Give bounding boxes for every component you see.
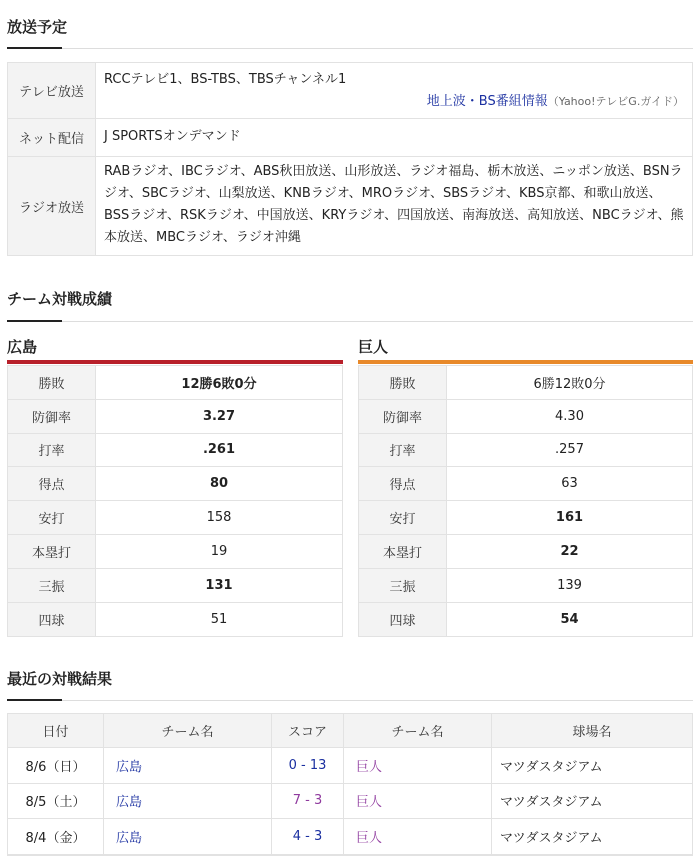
net-row [8, 119, 692, 157]
stat-value: 3.27 [202, 408, 236, 424]
stat-row [359, 366, 692, 400]
result-score-link[interactable]: 0 - 13 [272, 748, 344, 783]
stat-value: .261 [202, 442, 236, 458]
result-team2-link[interactable]: 巨人 [344, 748, 492, 783]
results-heading-rule [7, 700, 693, 701]
result-date: 8/4（金） [8, 819, 104, 854]
result-date: 8/6（日） [8, 748, 104, 783]
radio-label: ラジオ放送 [8, 157, 96, 255]
col-score: スコア [272, 714, 344, 747]
result-score-link[interactable]: 7 - 3 [272, 784, 344, 819]
stat-label: 防御率 [8, 400, 96, 433]
tv-value-cell [96, 63, 692, 118]
result-venue: マツダスタジアム [500, 830, 603, 846]
stat-label: 打率 [8, 434, 96, 467]
radio-row [8, 157, 692, 255]
stat-label: 勝敗 [8, 366, 96, 399]
stat-label: 得点 [8, 467, 96, 500]
stat-row [8, 569, 342, 603]
stat-row [359, 434, 692, 468]
result-team2-link[interactable]: 巨人 [344, 784, 492, 819]
stat-label: 本塁打 [8, 535, 96, 568]
stat-row [8, 467, 342, 501]
results-heading: 最近の対戦結果 [7, 670, 113, 688]
stat-value: 4.30 [555, 408, 584, 424]
results-header-row [8, 714, 692, 748]
stat-label: 得点 [359, 467, 447, 500]
stat-row [8, 501, 342, 535]
stat-value: 51 [210, 611, 228, 627]
stats-heading-rule [7, 321, 693, 322]
stat-row [8, 400, 342, 434]
stat-row [359, 569, 692, 603]
away-team-name: 巨人 [358, 338, 389, 356]
result-team1-link[interactable]: 広島 [104, 784, 272, 819]
radio-value: RABラジオ、IBCラジオ、ABS秋田放送、山形放送、ラジオ福島、栃木放送、ニッポン放送、BSNラジオ、SBCラジオ、山梨放送、KNBラジオ、MROラジオ、SBSラジオ、KBS京都、和歌山放送、BSSラジオ、RSKラジオ、中国放送、KRYラジオ、四国放送、南海放送、高知放送、NBCラジオ、熊本放送、MBCラジオ、ラジオ沖縄 [104, 164, 684, 245]
stat-label: 四球 [359, 603, 447, 637]
stat-value: 6勝12敗0分 [533, 376, 606, 392]
stat-value: 22 [560, 543, 579, 559]
result-row [8, 819, 692, 855]
result-venue: マツダスタジアム [500, 795, 603, 811]
result-score-link[interactable]: 4 - 3 [272, 819, 344, 854]
col-team2: チーム名 [344, 714, 492, 747]
stat-row [359, 400, 692, 434]
net-value: J SPORTSオンデマンド [104, 129, 241, 144]
stat-row [359, 501, 692, 535]
broadcast-table [7, 62, 693, 256]
net-label: ネット配信 [8, 119, 96, 156]
col-team1: チーム名 [104, 714, 272, 747]
stat-label: 防御率 [359, 400, 447, 433]
stat-value: 158 [206, 510, 232, 526]
stat-value: 54 [560, 611, 579, 627]
stats-heading: チーム対戦成績 [7, 290, 113, 308]
stat-row [8, 535, 342, 569]
stat-row [8, 603, 342, 637]
stat-label: 安打 [359, 501, 447, 534]
col-venue: 球場名 [572, 725, 612, 740]
stat-row [8, 434, 342, 468]
stat-label: 勝敗 [359, 366, 447, 399]
tv-guide-note: （Yahoo!テレビG.ガイド） [547, 95, 684, 108]
result-row [8, 784, 692, 820]
stat-value: 139 [557, 577, 582, 593]
result-date: 8/5（土） [8, 784, 104, 819]
stat-value: 63 [561, 476, 578, 492]
stat-label: 安打 [8, 501, 96, 534]
tv-value: RCCテレビ1、BS-TBS、TBSチャンネル1 [104, 72, 347, 87]
home-stats-table [7, 365, 343, 637]
stat-value: .257 [555, 442, 584, 458]
stat-value: 12勝6敗0分 [181, 376, 257, 392]
stat-label: 四球 [8, 603, 96, 637]
stat-value: 19 [210, 543, 228, 559]
results-table [7, 713, 693, 856]
result-team2-link[interactable]: 巨人 [344, 819, 492, 854]
result-venue: マツダスタジアム [500, 759, 603, 775]
stat-row [359, 535, 692, 569]
broadcast-heading: 放送予定 [7, 18, 68, 36]
stat-label: 本塁打 [359, 535, 447, 568]
stat-row [8, 366, 342, 400]
home-team-color-bar [7, 360, 343, 364]
away-team-color-bar [358, 360, 693, 364]
home-team-name: 広島 [7, 338, 38, 356]
stat-label: 三振 [359, 569, 447, 602]
result-team1-link[interactable]: 広島 [104, 819, 272, 854]
tv-guide-link[interactable]: 地上波・BS番組情報 [426, 94, 548, 109]
tv-guide [104, 91, 684, 113]
stat-label: 打率 [359, 434, 447, 467]
stat-row [359, 603, 692, 637]
tv-row [8, 63, 692, 119]
result-team1-link[interactable]: 広島 [104, 748, 272, 783]
tv-label: テレビ放送 [8, 63, 96, 118]
stat-row [359, 467, 692, 501]
stat-label: 三振 [8, 569, 96, 602]
col-date: 日付 [8, 714, 104, 747]
stat-value: 131 [205, 577, 233, 593]
results-body [8, 748, 692, 855]
away-stats-table [358, 365, 693, 637]
stat-value: 80 [209, 476, 229, 492]
stat-value: 161 [555, 510, 584, 526]
result-row [8, 748, 692, 784]
broadcast-heading-rule [7, 48, 693, 49]
